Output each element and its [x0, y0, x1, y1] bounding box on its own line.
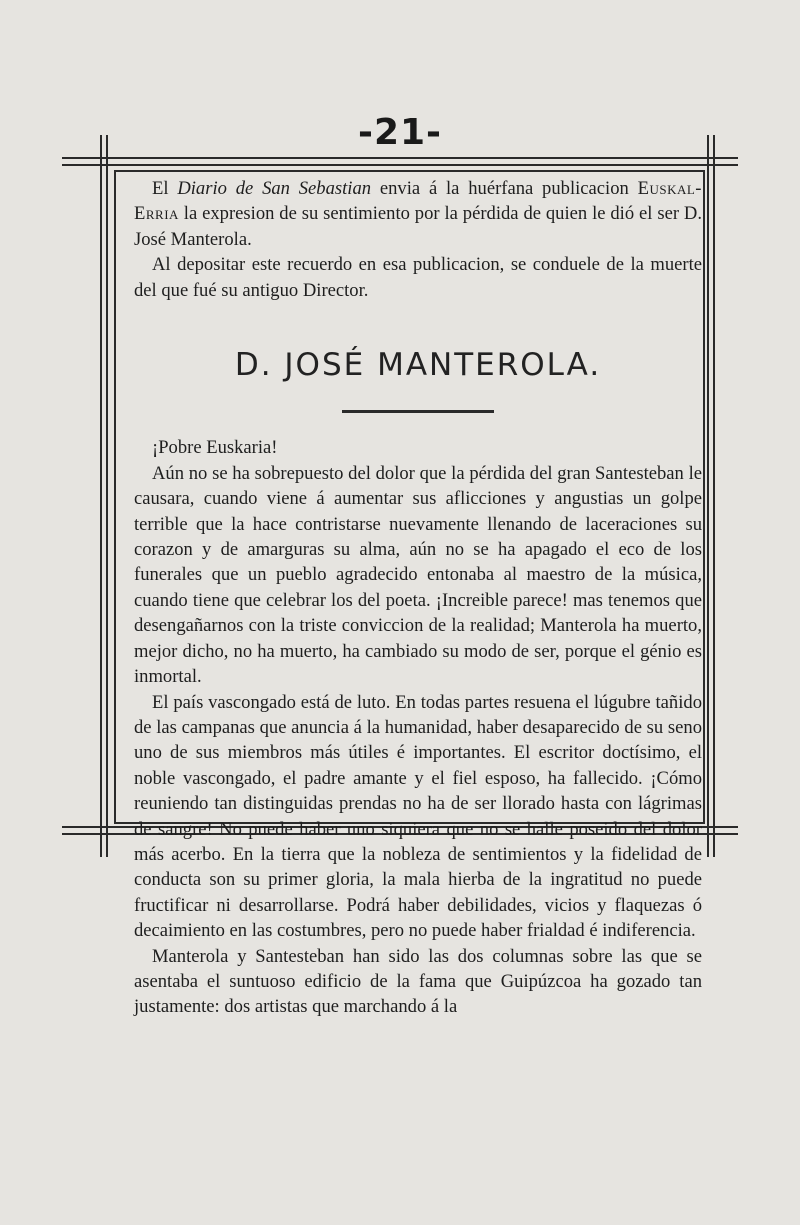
article-paragraph-1: ¡Pobre Euskaria!	[152, 437, 278, 459]
article-paragraph-4: Manterola y Santesteban han sido las dos columnas sobre las que se asentaba el suntuoso edificio de la fama que Guipúzcoa ha gozado tan justamente: dos artistas que marchando á la	[134, 945, 702, 1018]
newspaper-notice	[134, 176, 702, 303]
notice-paragraph-2: Al depositar este recuerdo en esa publicacion, se conduele de la muerte del que fué su antiguo Director.	[134, 254, 702, 301]
title-divider	[342, 410, 494, 413]
notice-paragraph-1	[134, 176, 702, 252]
page-number: -21-	[358, 112, 442, 153]
article-paragraph-3: El país vascongado está de luto. En todas partes resuena el lúgubre tañido de las campanas que anuncia á la humanidad, haber desaparecido de su seno uno de sus miembros más útiles é importantes. El escritor doctísimo, el noble vascongado, el padre amante y el fiel esposo, ha fallecido. ¡Cómo reuniendo tan distinguidas prendas no ha de ser llorado hasta con lágrimas de sangre! No puede haber uno siquiera que no se halle poseido del dolor más acerbo. En la tierra que la nobleza de sentimientos y la fidelidad de conducta son su primer gloria, la mala hierba de la ingratitud no puede fructificar ni desarrollarse. Podrá haber debilidades, vicios y flaquezas ó decaimiento en las costumbres, pero no puede haber frialdad é indiferencia.	[134, 691, 702, 942]
notice-text-2: la expresion de su sentimiento por la pérdida de quien le dió el ser D. José Manterola.	[134, 203, 702, 250]
publication-name: Euskal-Erria	[134, 178, 702, 225]
article-paragraph-2: Aún no se ha sobrepuesto del dolor que la pérdida del gran Santesteban le causara, cuando viene á aumentar sus aflicciones y angustias un golpe terrible que la hace contristarse nuevamente llenando de laceraciones su corazon y de amarguras su alma, aún no se ha apagado el eco de los funerales que un pueblo agradecido entonaba al maestro de la música, cuando tiene que celebrar los del poeta. ¡Increible parece! mas tenemos que desengañarnos con la triste conviccion de la realidad; Manterola ha muerto, mejor dicho, no ha muerto, ha cambiado su modo de ser, porque el génio es inmortal.	[134, 462, 702, 688]
newspaper-name: Diario de San Sebastian	[177, 178, 372, 199]
page-body	[134, 176, 702, 1020]
notice-text-1: envia á la huérfana publicacion	[371, 178, 638, 199]
article-title: D. JOSÉ MANTEROLA.	[234, 347, 602, 384]
notice-el: El	[152, 178, 178, 199]
